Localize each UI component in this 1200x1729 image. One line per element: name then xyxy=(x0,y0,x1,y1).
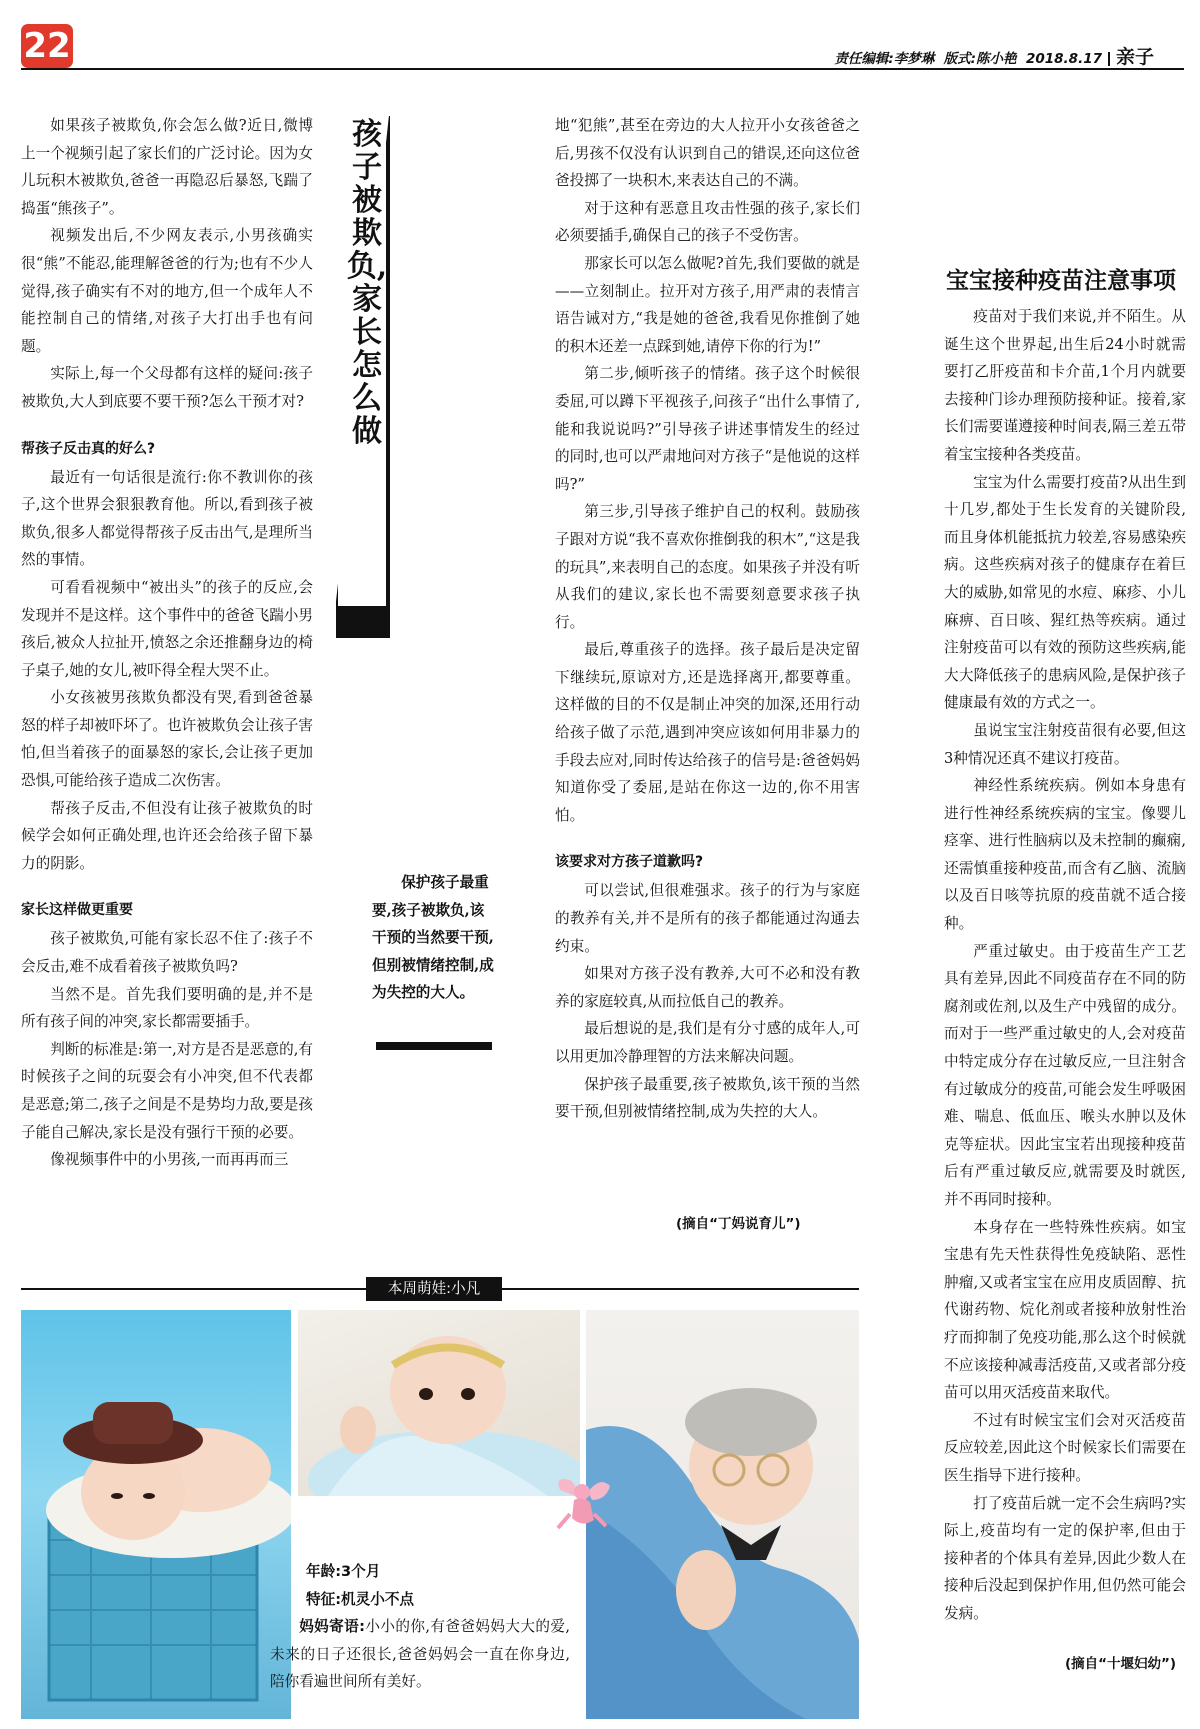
baby-photo-basket xyxy=(21,1310,291,1719)
paragraph: 可看看视频中“被出头”的孩子的反应,会发现并不是这样。这个事件中的爸爸飞踹小男孩后,被众人拉扯开,愤怒之余还推翻身边的椅子桌子,她的女儿,被吓得全程大哭不止。 xyxy=(21,578,313,679)
baby-photo-glasses xyxy=(586,1310,859,1719)
editor-credit: 责任编辑:李梦琳 xyxy=(834,51,935,67)
message-label: 妈妈寄语: xyxy=(299,1618,365,1636)
paragraph: 本身存在一些特殊性疾病。如宝宝患有先天性获得性免疫缺陷、恶性肿瘤,又或者宝宝在应用皮质固醇、抗代谢药物、烷化剂或者接种放射性治疗而抑制了免疫功能,那么这个时候就不应该接种减毒活疫苗,又或者部分疫苗可以用灭活疫苗来取代。 xyxy=(944,1218,1186,1402)
paragraph: 视频发出后,不少网友表示,小男孩确实很“熊”不能忍,能理解爸爸的行为;也有不少人觉得,孩子确实有不对的地方,但一个成年人不能控制自己的情绪,对孩子大打出手也有问题。 xyxy=(21,227,313,355)
paragraph: 严重过敏史。由于疫苗生产工艺具有差异,因此不同疫苗存在不同的防腐剂或佐剂,以及生产中残留的成分。而对于一些严重过敏史的人,会对疫苗中特定成分存在过敏反应,一旦注射含有过敏成分的疫苗,可能会发生呼吸困难、喘息、低血压、喉头水肿以及休克等症状。因此宝宝若出现接种疫苗后有严重过敏反应,就需要及时就医,并不再同时接种。 xyxy=(944,942,1186,1208)
article2-title: 宝宝接种疫苗注意事项 xyxy=(946,267,1176,294)
paragraph: 疫苗对于我们来说,并不陌生。从诞生这个世界起,出生后24小时就需要打乙肝疫苗和卡介苗,1个月内就要去接种门诊办理预防接种证。接着,家长们需要谨遵接种时间表,隔三差五带着宝宝接种各类疫苗。 xyxy=(944,308,1186,463)
paragraph: 最近有一句话很是流行:你不教训你的孩子,这个世界会狠狠教育他。所以,看到孩子被欺负,很多人都觉得帮孩子反击出气,是理所当然的事情。 xyxy=(21,468,313,569)
paragraph: 小女孩被男孩欺负都没有哭,看到爸爸暴怒的样子却被吓坏了。也许被欺负会让孩子害怕,但当着孩子的面暴怒的家长,会让孩子更加恐惧,可能给孩子造成二次伤害。 xyxy=(21,689,313,790)
paragraph: 打了疫苗后就一定不会生病吗?实际上,疫苗均有一定的保护率,但由于接种者的个体具有差异,因此少数人在接种后没起到保护作用,但仍然可能会发病。 xyxy=(944,1494,1186,1622)
trait-label: 特征: xyxy=(306,1590,342,1608)
paragraph: 最后想说的是,我们是有分寸感的成年人,可以用更加冷静理智的方法来解决问题。 xyxy=(555,1020,860,1065)
paragraph: 可以尝试,但很难强求。孩子的行为与家庭的教养有关,并不是所有的孩子都能通过沟通去约束。 xyxy=(555,882,860,955)
article1-column-2 xyxy=(555,112,860,1126)
baby-trait-row xyxy=(306,1586,570,1614)
paragraph: 如果对方孩子没有教养,大可不必和没有教养的家庭较真,从而拉低自己的教养。 xyxy=(555,965,860,1010)
baby-photo-headband xyxy=(298,1310,580,1496)
header-rule xyxy=(21,68,1184,70)
paragraph: 不过有时候宝宝们会对灭活疫苗反应较差,因此这个时候家长们需要在医生指导下进行接种。 xyxy=(944,1411,1186,1484)
section-name: 亲子 xyxy=(1115,46,1154,68)
article1-title: 孩子被欺负,家长怎么做 xyxy=(346,117,388,449)
paragraph: 最后,尊重孩子的选择。孩子最后是决定留下继续玩,原谅对方,还是选择离开,都要尊重。这样做的目的不仅是制止冲突的加深,还用行动给孩子做了示范,遇到冲突应该如何用非暴力的手段去应对,同时传达给孩子的信号是:爸爸妈妈知道你受了委屈,是站在你这一边的,你不用害怕。 xyxy=(555,641,860,824)
paragraph: 那家长可以怎么做呢?首先,我们要做的就是——立刻制止。拉开对方孩子,用严肃的表情言语告诫对方,“我是她的爸爸,我看见你推倒了她的积木还差一点踩到她,请停下你的行为!” xyxy=(555,254,860,355)
paragraph: 宝宝为什么需要打疫苗?从出生到十几岁,都处于生长发育的关键阶段,而且身体机能抵抗力较差,容易感染疾病。这些疾病对孩子的健康存在着巨大的威胁,如常见的水痘、麻疹、小儿麻痹、百日咳、猩红热等疾病。通过注射疫苗可以有效的预防这些疾病,能大大降低孩子的患病风险,是保护孩子健康最有效的方式之一。 xyxy=(944,473,1186,712)
pull-quote: 保护孩子最重要,孩子被欺负,该干预的当然要干预,但别被情绪控制,成为失控的大人。 xyxy=(372,874,494,1002)
article2-source: (摘自“十堰妇幼”) xyxy=(1065,1656,1177,1672)
baby-message-row xyxy=(270,1613,570,1696)
paragraph: 保护孩子最重要,孩子被欺负,该干预的当然要干预,但别被情绪控制,成为失控的大人。 xyxy=(555,1075,860,1121)
layout-credit: 版式:陈小艳 xyxy=(943,51,1017,67)
paragraph: 孩子被欺负,可能有家长忍不住了:孩子不会反击,难不成看着孩子被欺负吗? xyxy=(21,930,313,976)
paragraph: 虽说宝宝注射疫苗很有必要,但这3种情况还真不建议打疫苗。 xyxy=(944,721,1186,767)
article1-column-1 xyxy=(21,112,313,1174)
page-number: 22 xyxy=(23,26,71,66)
baby-band-label: 本周萌娃:小凡 xyxy=(366,1277,502,1301)
paragraph: 对于这种有恶意且攻击性强的孩子,家长们必须要插手,确保自己的孩子不受伤害。 xyxy=(555,199,860,245)
paragraph: 帮孩子反击,不但没有让孩子被欺负的时候学会如何正确处理,也许还会给孩子留下暴力的阴影。 xyxy=(21,799,313,872)
paragraph: 实际上,每一个父母都有这样的疑问:孩子被欺负,大人到底要不要干预?怎么干预才对? xyxy=(21,365,313,410)
paragraph: 第二步,倾听孩子的情绪。孩子这个时候很委屈,可以蹲下平视孩子,问孩子“出什么事情了,能和我说说吗?”引导孩子讲述事情发生的经过的同时,也可以严肃地问对方孩子“是他说的这样吗?” xyxy=(555,365,860,493)
baby-trait: 机灵小不点 xyxy=(341,1590,415,1608)
subheading: 家长这样做更重要 xyxy=(21,902,133,919)
issue-date: 2018.8.17 xyxy=(1025,51,1102,67)
subheading: 帮孩子反击真的好么? xyxy=(21,440,156,457)
paragraph: 判断的标准是:第一,对方是否是恶意的,有时候孩子之间的玩耍会有小冲突,但不代表都是恶意;第二,孩子之间是不是势均力敌,要是孩子能自己解决,家长是没有强行干预的必要。 xyxy=(21,1040,313,1141)
baby-age: 3个月 xyxy=(341,1563,381,1580)
header-meta xyxy=(834,42,1154,69)
baby-info-card xyxy=(270,1558,570,1696)
article1-source: (摘自“丁妈说育儿”) xyxy=(676,1216,801,1232)
header-divider xyxy=(1108,52,1110,66)
subheading: 该要求对方孩子道歉吗? xyxy=(555,854,704,871)
paragraph: 第三步,引导孩子维护自己的权利。鼓励孩子跟对方说“我不喜欢你推倒我的积木”,“这是我的玩具”,来表明自己的态度。如果孩子并没有听从我们的建议,家长也不需要刻意要求孩子执行。 xyxy=(555,503,860,631)
paragraph: 神经性系统疾病。例如本身患有进行性神经系统疾病的宝宝。像婴儿痉挛、进行性脑病以及未控制的癫痫,还需慎重接种疫苗,而含有乙脑、流脑以及百日咳等抗原的疫苗就不适合接种。 xyxy=(944,777,1186,933)
cupid-icon xyxy=(552,1470,614,1532)
age-label: 年龄: xyxy=(306,1563,342,1580)
baby-age-row xyxy=(306,1558,570,1586)
pull-quote-bar xyxy=(376,1042,492,1050)
page-number-badge xyxy=(21,24,73,68)
paragraph: 如果孩子被欺负,你会怎么做?近日,微博上一个视频引起了家长们的广泛讨论。因为女儿玩积木被欺负,爸爸一再隐忍后暴怒,飞踹了捣蛋“熊孩子”。 xyxy=(21,117,313,217)
article2-body xyxy=(944,303,1186,1628)
paragraph: 地“犯熊”,甚至在旁边的大人拉开小女孩爸爸之后,男孩不仅没有认识到自己的错误,还向这位爸爸投掷了一块积木,来表达自己的不满。 xyxy=(555,117,860,190)
baby-message: 小小的你,有爸爸妈妈大大的爱,未来的日子还很长,爸爸妈妈会一直在你身边,陪你看遍世间所有美好。 xyxy=(270,1618,570,1691)
paragraph: 像视频事件中的小男孩,一而再再而三 xyxy=(50,1151,289,1169)
paragraph: 当然不是。首先我们要明确的是,并不是所有孩子间的冲突,家长都需要插手。 xyxy=(21,985,313,1031)
